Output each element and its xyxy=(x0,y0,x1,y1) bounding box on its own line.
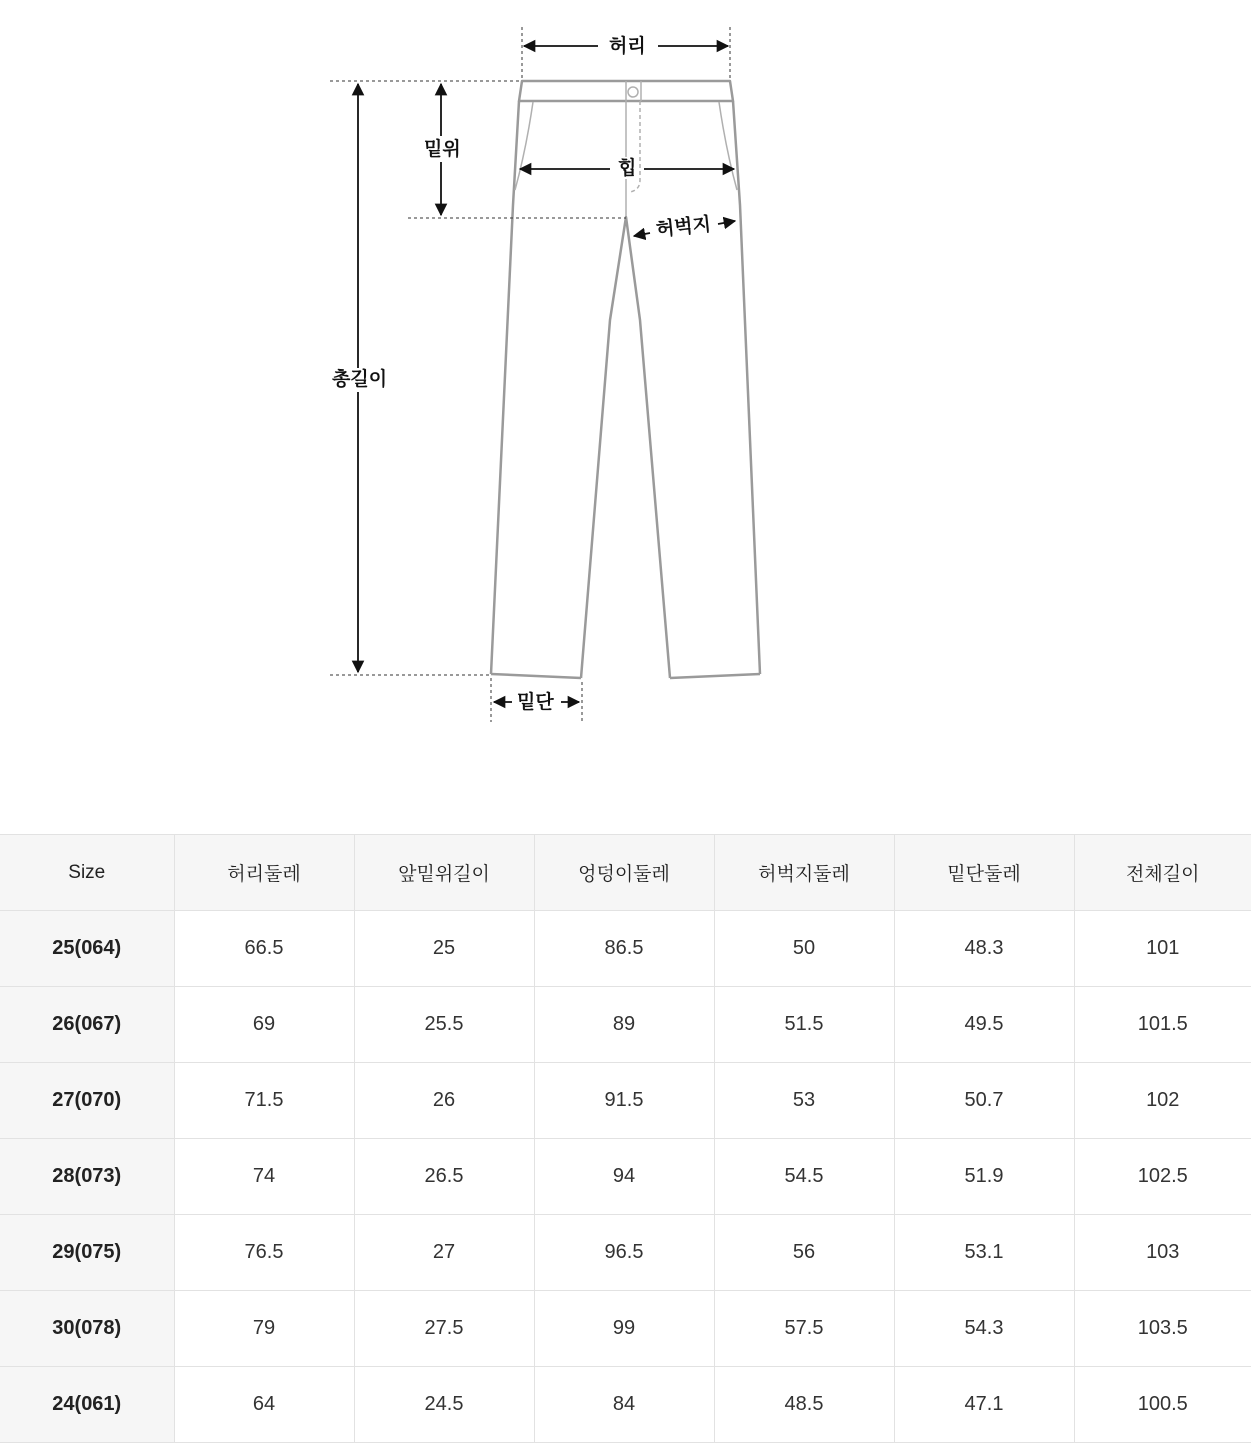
table-cell: 79 xyxy=(174,1291,354,1367)
table-cell: 99 xyxy=(534,1291,714,1367)
table-row xyxy=(0,1215,1251,1291)
table-cell: 54.5 xyxy=(714,1139,894,1215)
table-header-row xyxy=(0,835,1251,911)
table-cell: 64 xyxy=(174,1367,354,1443)
table-cell: 53 xyxy=(714,1063,894,1139)
column-header-hip: 엉덩이둘레 xyxy=(534,835,714,911)
table-cell: 66.5 xyxy=(174,911,354,987)
table-cell: 91.5 xyxy=(534,1063,714,1139)
table-cell: 53.1 xyxy=(894,1215,1074,1291)
table-cell: 51.9 xyxy=(894,1139,1074,1215)
table-cell: 96.5 xyxy=(534,1215,714,1291)
table-cell: 69 xyxy=(174,987,354,1063)
size-cell: 28(073) xyxy=(0,1139,174,1215)
table-cell: 89 xyxy=(534,987,714,1063)
table-cell: 24.5 xyxy=(354,1367,534,1443)
size-cell: 29(075) xyxy=(0,1215,174,1291)
table-cell: 27 xyxy=(354,1215,534,1291)
table-cell: 76.5 xyxy=(174,1215,354,1291)
total-length-label: 총길이 xyxy=(332,368,388,390)
column-header-waist: 허리둘레 xyxy=(174,835,354,911)
table-cell: 100.5 xyxy=(1074,1367,1251,1443)
column-header-size: Size xyxy=(0,835,174,911)
guide-lines xyxy=(330,27,730,722)
table-cell: 71.5 xyxy=(174,1063,354,1139)
table-row xyxy=(0,1139,1251,1215)
size-table xyxy=(0,834,1251,1443)
table-cell: 103 xyxy=(1074,1215,1251,1291)
table-cell: 84 xyxy=(534,1367,714,1443)
table-cell: 102 xyxy=(1074,1063,1251,1139)
table-cell: 27.5 xyxy=(354,1291,534,1367)
thigh-label: 허벅지 xyxy=(655,213,713,241)
table-cell: 47.1 xyxy=(894,1367,1074,1443)
table-cell: 25 xyxy=(354,911,534,987)
size-cell: 24(061) xyxy=(0,1367,174,1443)
table-cell: 101.5 xyxy=(1074,987,1251,1063)
table-cell: 48.3 xyxy=(894,911,1074,987)
rise-label: 밑위 xyxy=(424,138,461,160)
hip-label: 힙 xyxy=(618,157,637,179)
table-row xyxy=(0,911,1251,987)
column-header-hem: 밑단둘레 xyxy=(894,835,1074,911)
size-cell: 25(064) xyxy=(0,911,174,987)
table-cell: 54.3 xyxy=(894,1291,1074,1367)
table-cell: 94 xyxy=(534,1139,714,1215)
table-cell: 26.5 xyxy=(354,1139,534,1215)
table-cell: 48.5 xyxy=(714,1367,894,1443)
table-row xyxy=(0,1367,1251,1443)
table-cell: 50 xyxy=(714,911,894,987)
table-cell: 57.5 xyxy=(714,1291,894,1367)
table-cell: 51.5 xyxy=(714,987,894,1063)
size-cell: 30(078) xyxy=(0,1291,174,1367)
hem-label: 밑단 xyxy=(517,691,554,713)
table-cell: 56 xyxy=(714,1215,894,1291)
table-cell: 26 xyxy=(354,1063,534,1139)
table-cell: 74 xyxy=(174,1139,354,1215)
table-cell: 102.5 xyxy=(1074,1139,1251,1215)
table-row xyxy=(0,1291,1251,1367)
measure-arrows xyxy=(358,46,735,702)
column-header-front-rise: 앞밑위길이 xyxy=(354,835,534,911)
table-cell: 103.5 xyxy=(1074,1291,1251,1367)
column-header-total-length: 전체길이 xyxy=(1074,835,1251,911)
table-cell: 50.7 xyxy=(894,1063,1074,1139)
size-cell: 27(070) xyxy=(0,1063,174,1139)
waist-label: 허리 xyxy=(609,35,646,57)
table-cell: 49.5 xyxy=(894,987,1074,1063)
table-cell: 101 xyxy=(1074,911,1251,987)
table-cell: 25.5 xyxy=(354,987,534,1063)
column-header-thigh: 허벅지둘레 xyxy=(714,835,894,911)
size-cell: 26(067) xyxy=(0,987,174,1063)
table-cell: 86.5 xyxy=(534,911,714,987)
table-row xyxy=(0,987,1251,1063)
table-row xyxy=(0,1063,1251,1139)
